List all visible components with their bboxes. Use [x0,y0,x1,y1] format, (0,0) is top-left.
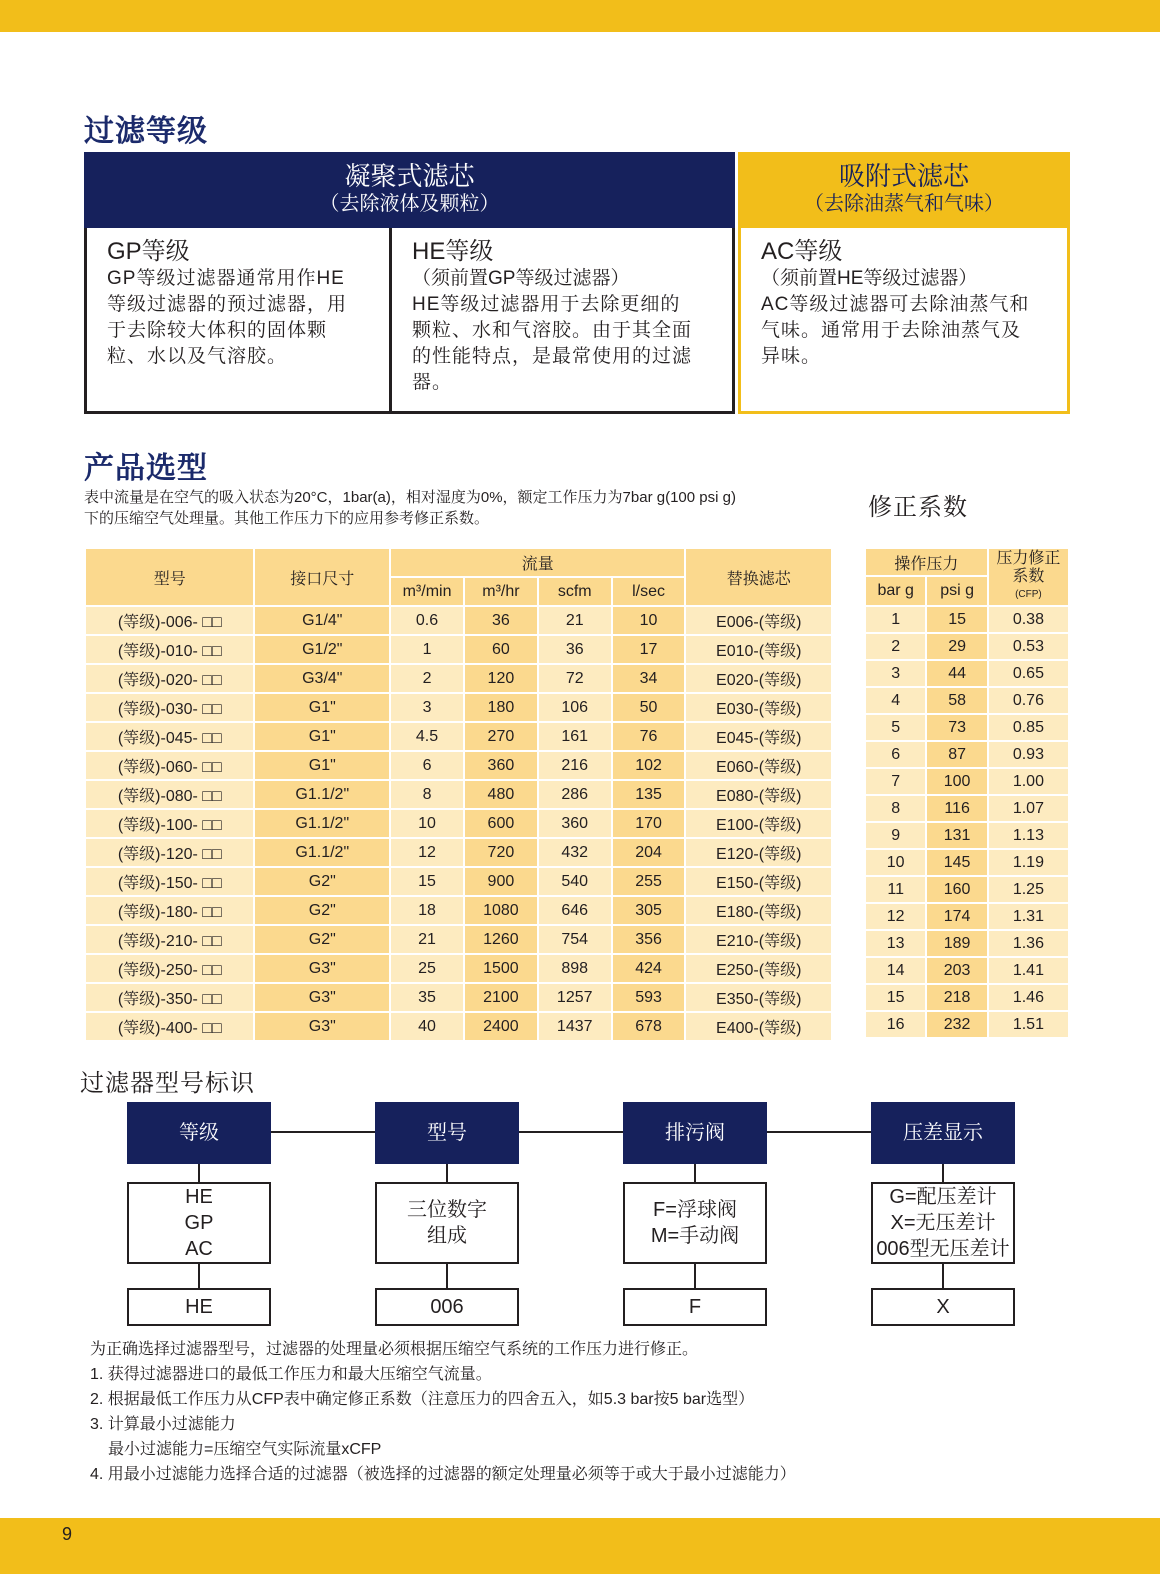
id-example-box: HE [127,1288,271,1326]
id-field-options-box [375,1182,519,1264]
cell-m3hr: 1260 [464,925,538,954]
cfp-cell-cfp: 1.31 [988,903,1069,930]
cell-element: E350-(等级) [685,983,832,1012]
model-id-title: 过滤器型号标识 [80,1070,255,1097]
connector-line [694,1164,696,1182]
cell-port: G1" [254,693,390,722]
cfp-cell-bar: 10 [865,849,926,876]
cfp-cell-cfp: 1.13 [988,822,1069,849]
cfp-factor-line: (CFP) [1015,589,1042,600]
cell-m3hr: 600 [464,809,538,838]
cell-m3hr: 270 [464,722,538,751]
table-row [865,741,1069,768]
cfp-cell-psi: 203 [926,957,987,984]
cfp-factor-header [988,548,1069,606]
he-grade-title: HE等级 [412,238,494,265]
cell-lsec: 10 [612,606,686,635]
id-field-name-box: 等级 [127,1102,271,1164]
col-lsec-header: l/sec [612,577,686,606]
cfp-cell-bar: 8 [865,795,926,822]
cell-m3hr: 36 [464,606,538,635]
adsorption-title: 吸附式滤芯 [838,161,969,191]
cfp-cell-cfp: 1.07 [988,795,1069,822]
he-desc-line: 颗粒、水和气溶胶。由于其全面 [412,320,693,341]
id-field-name-box: 压差显示 [871,1102,1015,1164]
cell-scfm: 360 [538,809,612,838]
cfp-cell-psi: 15 [926,606,987,633]
cell-scfm: 754 [538,925,612,954]
cell-model: (等级)-020- □□ [85,664,254,693]
table-row [865,903,1069,930]
intro-line: 表中流量是在空气的吸入状态为20°C，1bar(a)，相对湿度为0%，额定工作压力为7bar g(100 psi g) [84,489,736,506]
cfp-cell-cfp: 0.93 [988,741,1069,768]
table-row [865,606,1069,633]
id-example-box: X [871,1288,1015,1326]
cell-element: E020-(等级) [685,664,832,693]
cell-m3min: 12 [390,838,464,867]
cell-scfm: 36 [538,635,612,664]
cell-port: G1/2" [254,635,390,664]
cell-model: (等级)-060- □□ [85,751,254,780]
cell-port: G1.1/2" [254,838,390,867]
note-step: 3. 计算最小过滤能力 [90,1416,236,1433]
cell-lsec: 50 [612,693,686,722]
cell-m3min: 1 [390,635,464,664]
cfp-cell-cfp: 1.41 [988,957,1069,984]
cell-model: (等级)-100- □□ [85,809,254,838]
cell-model: (等级)-120- □□ [85,838,254,867]
cell-lsec: 102 [612,751,686,780]
cfp-cell-bar: 14 [865,957,926,984]
table-row [865,795,1069,822]
note-formula: 最小过滤能力=压缩空气实际流量xCFP [108,1441,382,1458]
cfp-cell-psi: 58 [926,687,987,714]
table-row [865,687,1069,714]
coalescing-title: 凝聚式滤芯 [344,161,475,191]
cell-m3hr: 120 [464,664,538,693]
note-step: 2. 根据最低工作压力从CFP表中确定修正系数（注意压力的四舍五入，如5.3 bar按5 bar选型） [90,1391,755,1408]
cell-m3min: 0.6 [390,606,464,635]
bottom-accent-bar [0,1518,1160,1574]
selection-title: 产品选型 [84,452,208,485]
cell-m3hr: 360 [464,751,538,780]
cell-lsec: 678 [612,1012,686,1041]
cfp-cell-bar: 7 [865,768,926,795]
cell-m3hr: 480 [464,780,538,809]
ac-grade-cell [738,228,1070,414]
intro-line: 下的压缩空气处理量。其他工作压力下的应用参考修正系数。 [84,510,490,527]
cell-port: G2" [254,896,390,925]
cfp-cell-bar: 5 [865,714,926,741]
cell-m3hr: 2400 [464,1012,538,1041]
cell-m3min: 35 [390,983,464,1012]
table-row [85,925,832,954]
gp-desc-line: 粒、水以及气溶胶。 [107,346,288,367]
cell-element: E045-(等级) [685,722,832,751]
cell-scfm: 898 [538,954,612,983]
cell-lsec: 170 [612,809,686,838]
cfp-cell-bar: 9 [865,822,926,849]
table-row [85,635,832,664]
cfp-cell-cfp: 1.46 [988,984,1069,1011]
cfp-cell-psi: 29 [926,633,987,660]
cfp-cell-psi: 100 [926,768,987,795]
cfp-cell-bar: 3 [865,660,926,687]
table-row [85,867,832,896]
connector-line [942,1164,944,1182]
table-row [85,809,832,838]
id-field-options-box [127,1182,271,1264]
coalescing-header [84,152,735,228]
cfp-factor-line: 压力修正 [996,550,1061,567]
cell-m3min: 10 [390,809,464,838]
cfp-cell-cfp: 1.51 [988,1011,1069,1038]
cfp-title: 修正系数 [868,494,968,521]
cell-element: E060-(等级) [685,751,832,780]
he-grade-cell [389,228,735,414]
cell-model: (等级)-350- □□ [85,983,254,1012]
cell-scfm: 1437 [538,1012,612,1041]
connector-line [270,1131,876,1133]
id-option-line: M=手动阀 [650,1225,740,1247]
cell-model: (等级)-180- □□ [85,896,254,925]
connector-line [198,1164,200,1182]
connector-line [942,1264,944,1288]
cfp-psig-header: psi g [926,576,987,606]
cfp-cell-psi: 232 [926,1011,987,1038]
cell-m3hr: 60 [464,635,538,664]
note-step: 1. 获得过滤器进口的最低工作压力和最大压缩空气流量。 [90,1366,492,1383]
id-option-line: AC [185,1238,213,1260]
cfp-cell-bar: 15 [865,984,926,1011]
cfp-cell-psi: 218 [926,984,987,1011]
cell-lsec: 255 [612,867,686,896]
id-option-line: HE [185,1186,213,1208]
he-desc-line: 器。 [412,372,453,393]
cell-scfm: 161 [538,722,612,751]
cell-model: (等级)-010- □□ [85,635,254,664]
id-option-line: X=无压差计 [890,1212,996,1234]
cell-element: E400-(等级) [685,1012,832,1041]
cfp-cell-cfp: 1.00 [988,768,1069,795]
table-row [865,714,1069,741]
adsorption-header [738,152,1070,228]
cfp-cell-psi: 73 [926,714,987,741]
cell-element: E080-(等级) [685,780,832,809]
col-element-header: 替换滤芯 [685,548,832,606]
cell-scfm: 21 [538,606,612,635]
cell-lsec: 17 [612,635,686,664]
ac-grade-title: AC等级 [761,238,843,265]
cfp-cell-psi: 189 [926,930,987,957]
cfp-table [864,547,1070,1039]
adsorption-subtitle: （去除油蒸气和气味） [804,193,1004,215]
gp-desc-line: 于去除较大体积的固体颗 [107,320,328,341]
selection-intro [84,487,844,529]
cell-m3hr: 1080 [464,896,538,925]
cell-element: E006-(等级) [685,606,832,635]
cfp-barg-header: bar g [865,576,926,606]
cell-port: G3" [254,954,390,983]
cfp-cell-cfp: 0.76 [988,687,1069,714]
table-row [865,633,1069,660]
cell-port: G1.1/2" [254,780,390,809]
grades-panel [84,152,1070,415]
cell-scfm: 216 [538,751,612,780]
cfp-cell-cfp: 0.65 [988,660,1069,687]
cfp-cell-bar: 4 [865,687,926,714]
cfp-cell-bar: 16 [865,1011,926,1038]
cfp-cell-psi: 131 [926,822,987,849]
connector-line [446,1264,448,1288]
note-intro: 为正确选择过滤器型号，过滤器的处理量必须根据压缩空气系统的工作压力进行修正。 [90,1341,699,1358]
id-option-line: G=配压差计 [889,1186,997,1208]
cell-element: E150-(等级) [685,867,832,896]
ac-desc-line: AC等级过滤器可去除油蒸气和 [761,294,1030,315]
cfp-factor-line: 系数 [1012,568,1045,585]
cell-scfm: 646 [538,896,612,925]
cell-element: E210-(等级) [685,925,832,954]
table-row [865,849,1069,876]
gp-desc-line: 等级过滤器的预过滤器，用 [107,294,348,315]
col-m3min-header: m³/min [390,577,464,606]
cell-m3min: 8 [390,780,464,809]
cfp-cell-bar: 2 [865,633,926,660]
cfp-cell-psi: 145 [926,849,987,876]
selection-notes [90,1337,796,1487]
cell-m3min: 25 [390,954,464,983]
cell-element: E010-(等级) [685,635,832,664]
grades-title: 过滤等级 [84,115,208,148]
id-example-box: 006 [375,1288,519,1326]
cell-lsec: 305 [612,896,686,925]
cell-m3min: 21 [390,925,464,954]
col-flow-header: 流量 [390,548,685,577]
cfp-cell-cfp: 0.53 [988,633,1069,660]
cell-port: G1" [254,751,390,780]
cfp-cell-bar: 12 [865,903,926,930]
cell-scfm: 72 [538,664,612,693]
cfp-cell-psi: 44 [926,660,987,687]
cell-model: (等级)-400- □□ [85,1012,254,1041]
cell-element: E030-(等级) [685,693,832,722]
cell-m3hr: 2100 [464,983,538,1012]
cell-m3min: 40 [390,1012,464,1041]
cell-scfm: 286 [538,780,612,809]
id-option-line: 组成 [427,1225,467,1247]
id-field-name-box: 排污阀 [623,1102,767,1164]
ac-grade-note: （须前置HE等级过滤器） [761,268,978,289]
cell-m3hr: 180 [464,693,538,722]
cell-model: (等级)-030- □□ [85,693,254,722]
table-row [85,896,832,925]
cell-model: (等级)-045- □□ [85,722,254,751]
connector-line [694,1264,696,1288]
table-row [85,838,832,867]
cell-scfm: 432 [538,838,612,867]
cell-element: E120-(等级) [685,838,832,867]
connector-line [198,1264,200,1288]
table-row [85,780,832,809]
connector-line [446,1164,448,1182]
cell-port: G3" [254,1012,390,1041]
cell-m3min: 15 [390,867,464,896]
id-field-options-box [623,1182,767,1264]
table-row [85,606,832,635]
cfp-cell-cfp: 1.36 [988,930,1069,957]
cfp-cell-cfp: 0.85 [988,714,1069,741]
product-table [84,547,833,1042]
id-field-options-box [871,1182,1015,1264]
table-row [865,984,1069,1011]
col-m3hr-header: m³/hr [464,577,538,606]
cfp-cell-bar: 1 [865,606,926,633]
cell-port: G1/4" [254,606,390,635]
col-model-header: 型号 [85,548,254,606]
cell-m3min: 2 [390,664,464,693]
table-row [85,664,832,693]
cell-element: E100-(等级) [685,809,832,838]
table-row [85,983,832,1012]
cell-lsec: 34 [612,664,686,693]
cell-port: G3" [254,983,390,1012]
col-scfm-header: scfm [538,577,612,606]
cell-m3hr: 720 [464,838,538,867]
table-row [85,693,832,722]
cell-lsec: 204 [612,838,686,867]
cell-port: G2" [254,867,390,896]
cell-m3min: 18 [390,896,464,925]
cell-model: (等级)-150- □□ [85,867,254,896]
cell-lsec: 135 [612,780,686,809]
id-option-line: 三位数字 [407,1199,487,1221]
table-row [85,722,832,751]
cfp-cell-psi: 87 [926,741,987,768]
cell-port: G3/4" [254,664,390,693]
table-row [865,660,1069,687]
gp-grade-cell [84,228,392,414]
table-row [865,822,1069,849]
product-table-body [85,606,832,1041]
cfp-cell-cfp: 0.38 [988,606,1069,633]
cfp-cell-bar: 13 [865,930,926,957]
cfp-cell-cfp: 1.25 [988,876,1069,903]
table-row [865,1011,1069,1038]
cfp-cell-psi: 116 [926,795,987,822]
cell-model: (等级)-250- □□ [85,954,254,983]
table-row [865,957,1069,984]
id-option-line: GP [184,1212,214,1234]
table-row [85,954,832,983]
cell-m3hr: 1500 [464,954,538,983]
cell-lsec: 356 [612,925,686,954]
cell-port: G1.1/2" [254,809,390,838]
cell-element: E180-(等级) [685,896,832,925]
he-desc-line: 的性能特点，是最常使用的过滤 [412,346,693,367]
id-field-name-box: 型号 [375,1102,519,1164]
ac-desc-line: 气味。通常用于去除油蒸气及 [761,320,1022,341]
cell-element: E250-(等级) [685,954,832,983]
cfp-pressure-header: 操作压力 [865,548,988,576]
cfp-cell-bar: 6 [865,741,926,768]
coalescing-subtitle: （去除液体及颗粒） [319,193,500,215]
he-grade-note: （须前置GP等级过滤器） [412,268,630,289]
table-row [865,930,1069,957]
table-row [865,768,1069,795]
cell-m3hr: 900 [464,867,538,896]
id-example-box: F [623,1288,767,1326]
top-accent-bar [0,0,1160,32]
table-row [85,751,832,780]
note-step: 4. 用最小过滤能力选择合适的过滤器（被选择的过滤器的额定处理量必须等于或大于最小过滤能力） [90,1466,796,1483]
cell-model: (等级)-210- □□ [85,925,254,954]
cell-model: (等级)-006- □□ [85,606,254,635]
cfp-cell-psi: 174 [926,903,987,930]
table-row [865,876,1069,903]
cell-m3min: 3 [390,693,464,722]
page-number: 9 [62,1524,73,1544]
cell-model: (等级)-080- □□ [85,780,254,809]
cfp-cell-bar: 11 [865,876,926,903]
he-desc-line: HE等级过滤器用于去除更细的 [412,294,681,315]
cell-scfm: 106 [538,693,612,722]
cfp-cell-psi: 160 [926,876,987,903]
cell-scfm: 1257 [538,983,612,1012]
cell-lsec: 76 [612,722,686,751]
col-port-header: 接口尺寸 [254,548,390,606]
gp-desc-line: GP等级过滤器通常用作HE [107,268,345,289]
cell-lsec: 424 [612,954,686,983]
cell-port: G1" [254,722,390,751]
cell-port: G2" [254,925,390,954]
cell-lsec: 593 [612,983,686,1012]
cell-scfm: 540 [538,867,612,896]
cell-m3min: 6 [390,751,464,780]
id-option-line: F=浮球阀 [653,1199,737,1221]
gp-grade-title: GP等级 [107,238,190,265]
cfp-table-body [865,606,1069,1038]
ac-desc-line: 异味。 [761,346,822,367]
cfp-cell-cfp: 1.19 [988,849,1069,876]
cell-m3min: 4.5 [390,722,464,751]
id-option-line: 006型无压差计 [876,1238,1010,1260]
table-row [85,1012,832,1041]
